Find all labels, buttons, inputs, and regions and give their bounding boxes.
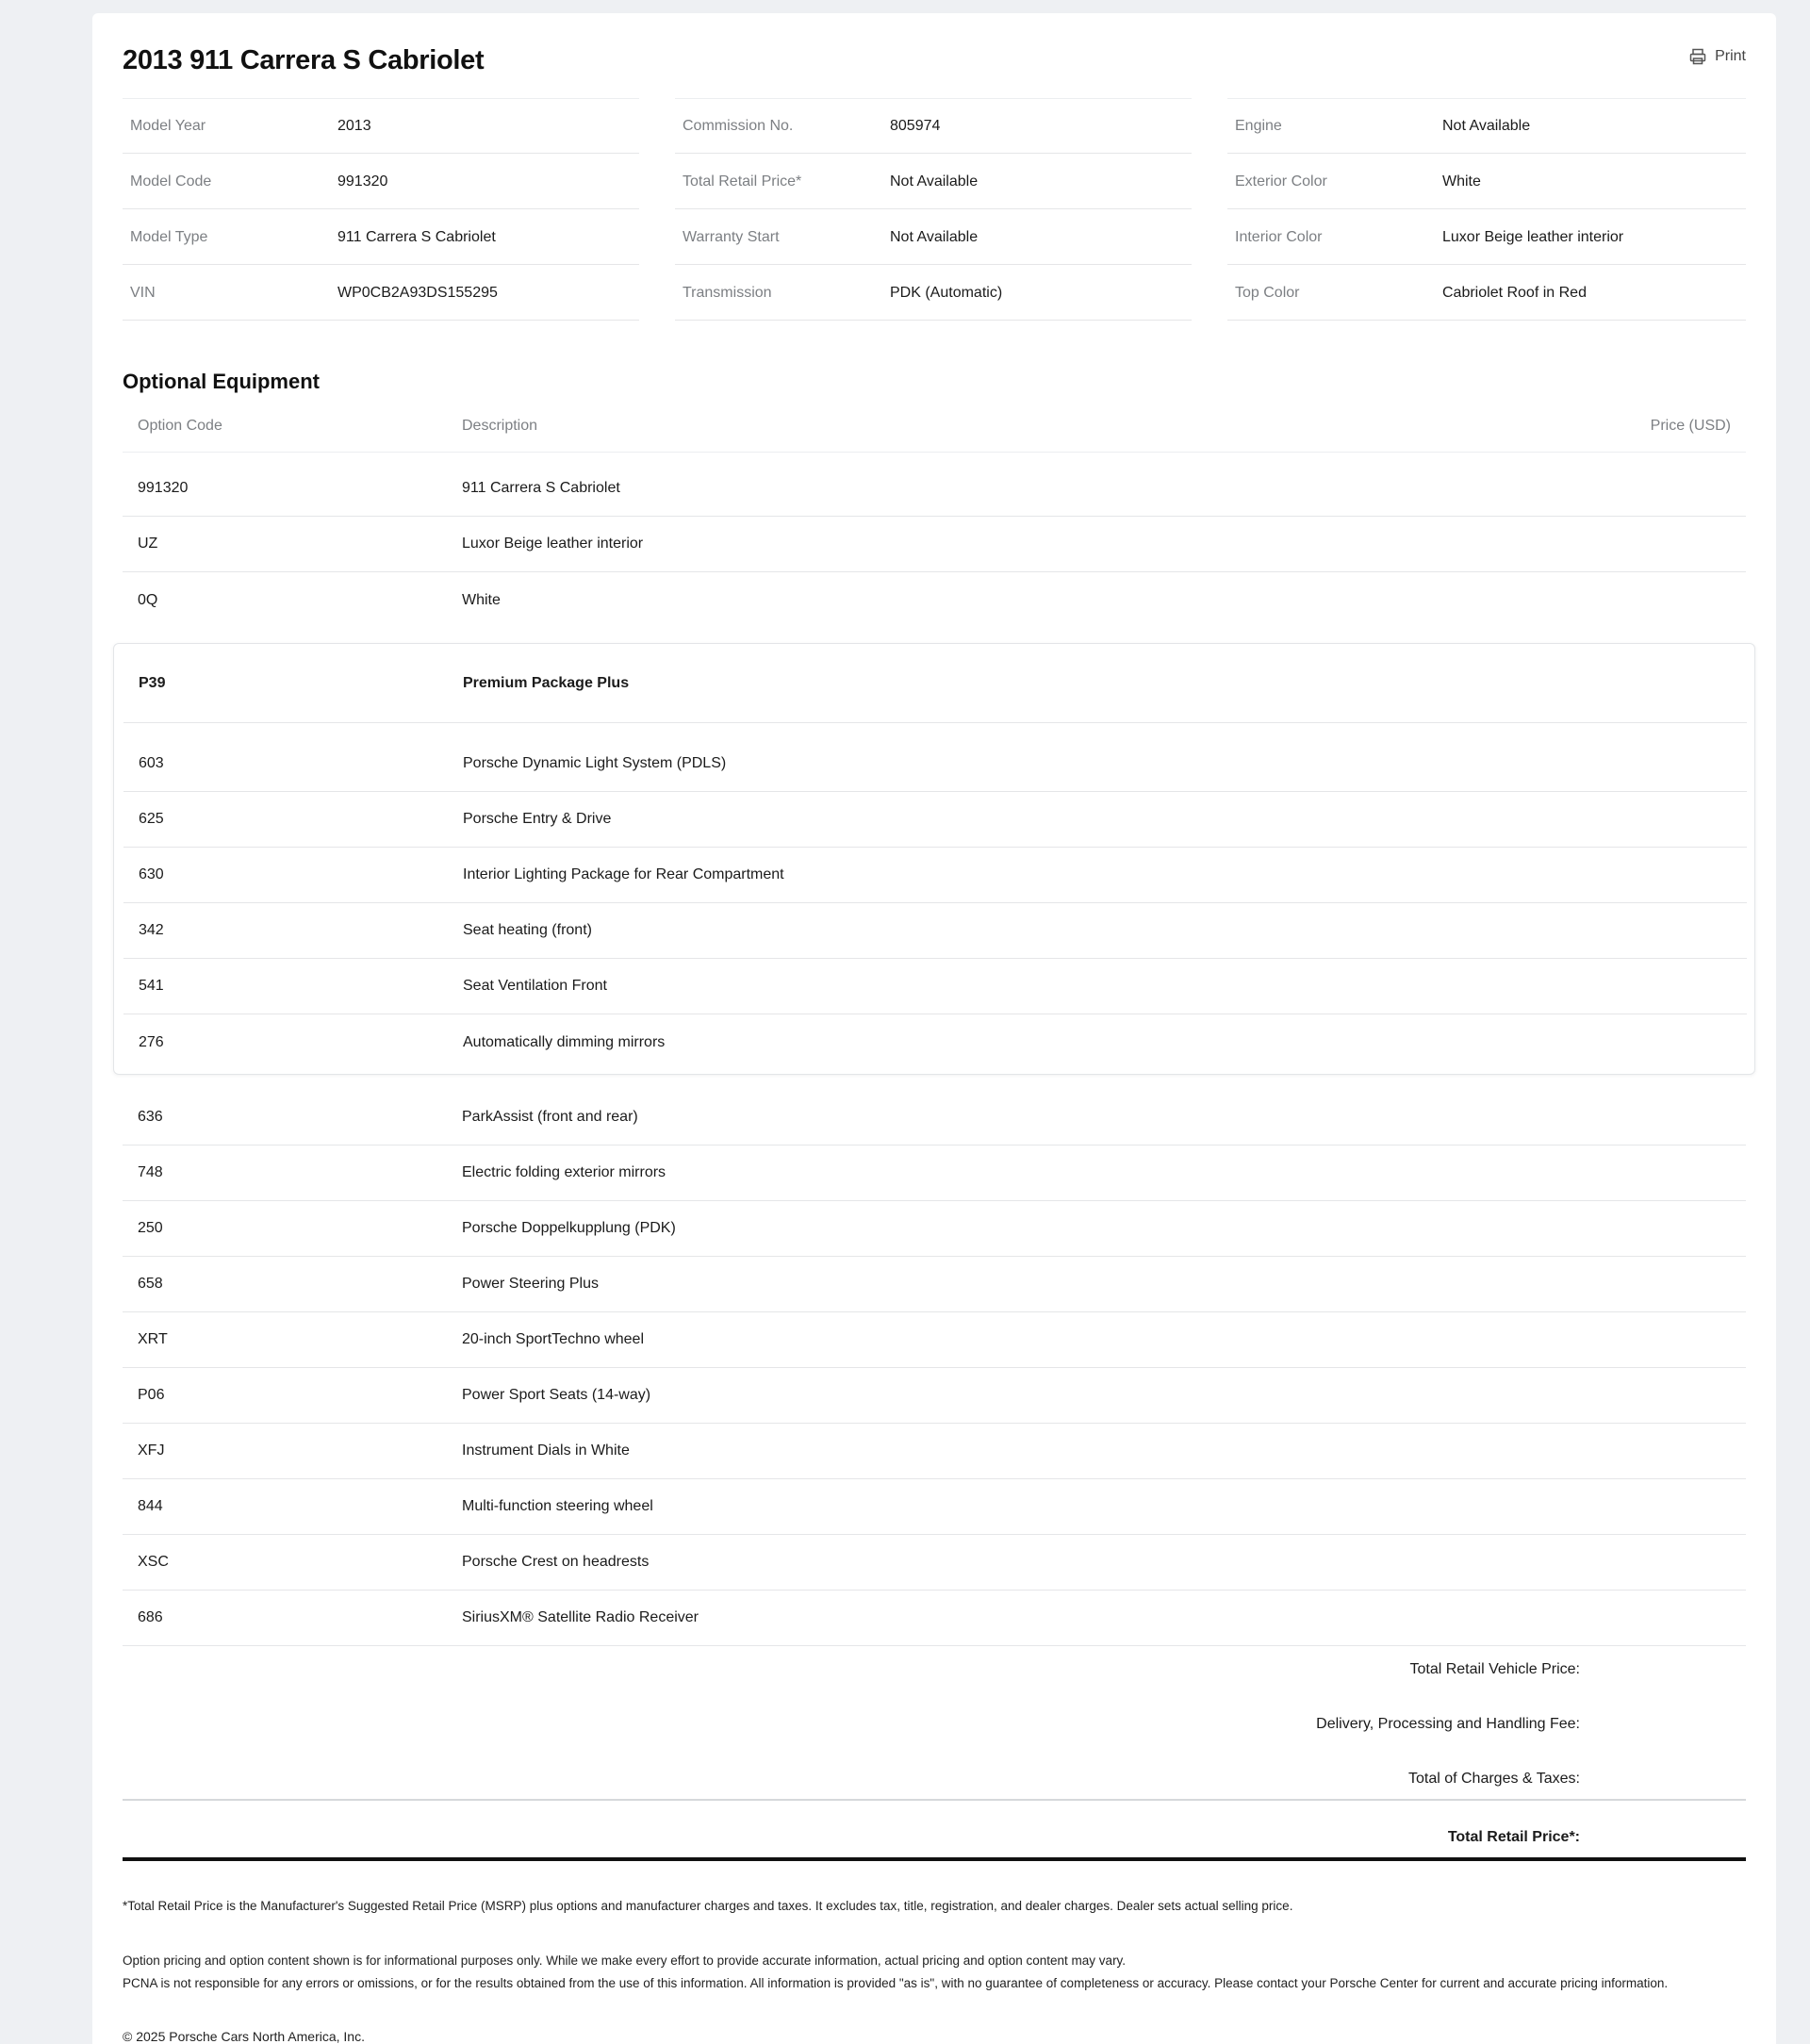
option-description: Electric folding exterior mirrors (462, 1164, 666, 1180)
table-row (123, 517, 1746, 572)
option-code: 844 (138, 1498, 163, 1514)
option-code: XSC (138, 1554, 169, 1570)
table-row (123, 1479, 1746, 1535)
option-code: 748 (138, 1164, 163, 1180)
options-table-header (123, 400, 1746, 453)
spec-row-vin (123, 265, 639, 321)
option-description: 911 Carrera S Cabriolet (462, 480, 620, 496)
package-item-row (123, 1014, 1747, 1070)
option-description: Seat heating (front) (463, 922, 592, 938)
table-row (123, 1535, 1746, 1591)
spec-value: 911 Carrera S Cabriolet (337, 228, 496, 245)
spec-row-engine (1227, 98, 1746, 154)
spec-value: 805974 (890, 117, 941, 134)
option-code: P06 (138, 1387, 165, 1403)
option-code: 625 (139, 811, 164, 827)
option-description: Multi-function steering wheel (462, 1498, 653, 1514)
option-description: Porsche Dynamic Light System (PDLS) (463, 755, 727, 771)
option-code: 276 (139, 1033, 164, 1050)
spec-label: Top Color (1235, 284, 1300, 301)
option-description: Automatically dimming mirrors (463, 1033, 666, 1050)
option-description: Luxor Beige leather interior (462, 536, 644, 552)
divider-thick (123, 1857, 1746, 1861)
spec-row-warranty-start (675, 209, 1192, 265)
table-row (123, 461, 1746, 517)
option-code: XFJ (138, 1442, 165, 1459)
spec-label: Model Year (130, 117, 206, 134)
spec-label: Model Type (130, 228, 208, 245)
option-description: Power Sport Seats (14-way) (462, 1387, 651, 1403)
spec-value: Cabriolet Roof in Red (1442, 284, 1587, 301)
spec-value: Luxor Beige leather interior (1442, 228, 1624, 245)
spec-value: 2013 (337, 117, 371, 134)
spec-label: Exterior Color (1235, 173, 1327, 190)
spec-label: Commission No. (683, 117, 794, 134)
disclaimer-line-1: Option pricing and option content shown is for informational purposes only. While we make every effort to provide accurate information, actual pricing and option content may vary. (123, 1953, 1127, 1968)
charges-taxes-label: Total of Charges & Taxes: (1407, 1771, 1580, 1787)
total-vehicle-price-label: Total Retail Vehicle Price: (1409, 1661, 1580, 1677)
table-row (123, 1257, 1746, 1312)
spec-row-commission-no (675, 98, 1192, 154)
option-description: Interior Lighting Package for Rear Compartment (463, 866, 784, 882)
spec-row-total-retail-price (675, 154, 1192, 209)
total-retail-price-label: Total Retail Price*: (1447, 1829, 1580, 1845)
table-row (123, 1090, 1746, 1146)
option-code: 342 (139, 922, 164, 938)
spec-value: 991320 (337, 173, 388, 190)
table-row (123, 572, 1746, 628)
option-code: XRT (138, 1331, 168, 1347)
option-description: SiriusXM® Satellite Radio Receiver (462, 1609, 699, 1625)
table-row (123, 1424, 1746, 1479)
spec-row-model-type (123, 209, 639, 265)
spec-label: Interior Color (1235, 228, 1323, 245)
spec-label: Transmission (683, 284, 772, 301)
option-code: 686 (138, 1609, 163, 1625)
option-description: 20-inch SportTechno wheel (462, 1331, 645, 1347)
option-code: UZ (138, 536, 158, 552)
package-description: Premium Package Plus (463, 674, 630, 691)
print-button[interactable] (1688, 47, 1746, 66)
package-item-row (123, 903, 1747, 959)
divider (123, 1799, 1746, 1801)
spec-value: WP0CB2A93DS155295 (337, 284, 498, 301)
spec-row-exterior-color (1227, 154, 1746, 209)
option-code: 250 (138, 1220, 163, 1236)
optional-equipment-title: Optional Equipment (123, 370, 320, 393)
option-code: 636 (138, 1109, 163, 1125)
package-header-row (123, 644, 1747, 723)
print-label: Print (1715, 48, 1746, 64)
package-item-row (123, 792, 1747, 848)
specs-column-1 (123, 98, 639, 321)
specs-column-3 (1227, 98, 1746, 321)
table-row (123, 1146, 1746, 1201)
disclaimer-line-2: PCNA is not responsible for any errors or omissions, or for the results obtained from the use of this information. All information is provided "as is", with no guarantee of completeness or accuracy. Please contact your Porsche Center for current and accurate pricing information. (123, 1976, 1669, 1990)
option-code: 630 (139, 866, 164, 882)
spec-row-transmission (675, 265, 1192, 321)
option-code: 541 (139, 978, 164, 994)
spec-label: Engine (1235, 117, 1282, 134)
spec-value: Not Available (890, 173, 979, 190)
premium-package-box (113, 643, 1755, 1075)
option-code: 991320 (138, 480, 189, 496)
vehicle-detail-card (92, 13, 1776, 2044)
spec-label: Warranty Start (683, 228, 780, 245)
spec-value: White (1442, 173, 1481, 190)
package-code: P39 (139, 674, 166, 691)
table-row (123, 1368, 1746, 1424)
option-description: Porsche Crest on headrests (462, 1554, 650, 1570)
spec-value: Not Available (1442, 117, 1531, 134)
option-description: ParkAssist (front and rear) (462, 1109, 638, 1125)
spec-row-top-color (1227, 265, 1746, 321)
header-price: Price (USD) (1650, 417, 1731, 434)
spec-label: VIN (130, 284, 156, 301)
package-item-row (123, 959, 1747, 1014)
option-code: 603 (139, 755, 164, 771)
spec-value: Not Available (890, 228, 979, 245)
option-description: Porsche Entry & Drive (463, 811, 612, 827)
delivery-fee-label: Delivery, Processing and Handling Fee: (1316, 1716, 1580, 1732)
option-description: Instrument Dials in White (462, 1442, 630, 1459)
option-description: White (462, 591, 501, 608)
spec-row-interior-color (1227, 209, 1746, 265)
printer-icon (1688, 47, 1707, 66)
option-description: Seat Ventilation Front (463, 978, 607, 994)
header-description: Description (462, 417, 538, 434)
table-row (123, 1201, 1746, 1257)
option-code: 0Q (138, 591, 158, 608)
specs-column-2 (675, 98, 1192, 321)
spec-row-model-year (123, 98, 639, 154)
option-description: Power Steering Plus (462, 1276, 599, 1292)
spec-label: Total Retail Price* (683, 173, 802, 190)
table-row (123, 1591, 1746, 1646)
vehicle-specs (123, 98, 1746, 336)
option-description: Porsche Doppelkupplung (PDK) (462, 1220, 676, 1236)
package-item-row (123, 848, 1747, 903)
spec-row-model-code (123, 154, 639, 209)
page-title: 2013 911 Carrera S Cabriolet (123, 45, 485, 75)
package-item-row (123, 736, 1747, 792)
spec-label: Model Code (130, 173, 212, 190)
header-option-code: Option Code (138, 417, 222, 434)
option-code: 658 (138, 1276, 163, 1292)
table-row (123, 1312, 1746, 1368)
spec-value: PDK (Automatic) (890, 284, 1003, 301)
copyright: © 2025 Porsche Cars North America, Inc. (123, 2029, 365, 2044)
msrp-footnote: *Total Retail Price is the Manufacturer's Suggested Retail Price (MSRP) plus options and manufacturer charges and taxes. It excludes tax, title, registration, and dealer charges. Dealer sets actual selling price. (123, 1899, 1293, 1913)
